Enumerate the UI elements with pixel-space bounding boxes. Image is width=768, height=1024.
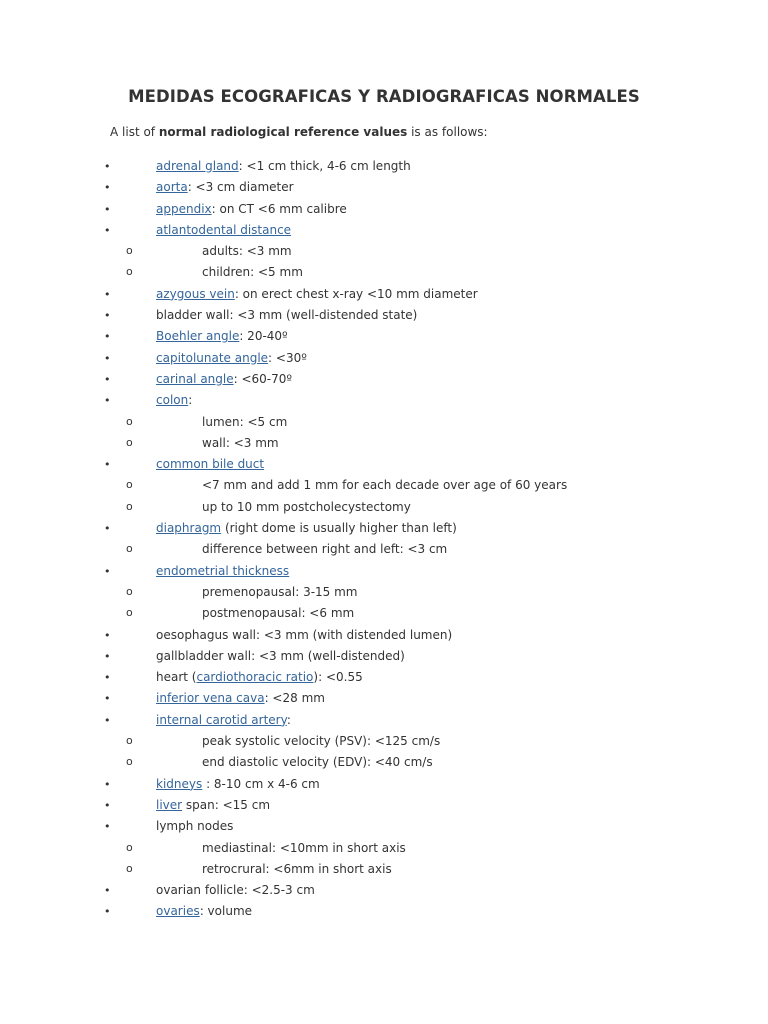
intro-text-start: A list of bbox=[110, 125, 159, 139]
item-text bbox=[202, 475, 567, 496]
item-text bbox=[156, 284, 478, 305]
list-item bbox=[0, 156, 768, 177]
sub-list-item bbox=[0, 603, 768, 624]
sub-list-item bbox=[0, 412, 768, 433]
bullet-icon: • bbox=[104, 713, 111, 727]
item-value: retrocrural: <6mm in short axis bbox=[202, 861, 392, 876]
item-text bbox=[156, 710, 291, 731]
bullet-icon: • bbox=[104, 330, 111, 344]
item-text bbox=[156, 901, 252, 922]
item-text bbox=[156, 156, 411, 177]
term-link[interactable]: cardiothoracic ratio bbox=[196, 670, 314, 685]
sub-bullet-icon: o bbox=[126, 584, 133, 598]
bullet-icon: • bbox=[104, 884, 111, 898]
sub-list-item bbox=[0, 262, 768, 283]
item-text bbox=[202, 539, 447, 560]
sub-bullet-icon: o bbox=[126, 542, 133, 556]
item-text bbox=[156, 390, 192, 411]
item-text bbox=[202, 412, 287, 433]
term-link[interactable]: carinal angle bbox=[156, 371, 234, 386]
bullet-icon: • bbox=[104, 820, 111, 834]
sub-list-item bbox=[0, 582, 768, 603]
term-link[interactable]: inferior vena cava bbox=[156, 691, 265, 706]
list-item bbox=[0, 795, 768, 816]
item-value: oesophagus wall: <3 mm (with distended lumen) bbox=[156, 627, 453, 642]
item-value: : <3 cm diameter bbox=[187, 180, 294, 195]
intro-text-end: is as follows: bbox=[407, 125, 488, 139]
item-value: peak systolic velocity (PSV): <125 cm/s bbox=[202, 734, 441, 749]
item-value: : on erect chest x-ray <10 mm diameter bbox=[234, 286, 478, 301]
item-value: lymph nodes bbox=[156, 819, 234, 834]
item-text bbox=[156, 518, 457, 539]
item-value: : volume bbox=[199, 904, 253, 919]
list-item bbox=[0, 774, 768, 795]
item-value: adults: <3 mm bbox=[202, 244, 292, 259]
list-item bbox=[0, 710, 768, 731]
list-item bbox=[0, 901, 768, 922]
item-text bbox=[156, 305, 417, 326]
sub-bullet-icon: o bbox=[126, 840, 133, 854]
list-item bbox=[0, 688, 768, 709]
list-item bbox=[0, 518, 768, 539]
item-value: : <30º bbox=[268, 350, 307, 365]
bullet-icon: • bbox=[104, 223, 111, 237]
item-value: lumen: <5 cm bbox=[202, 414, 288, 429]
sub-list-item bbox=[0, 433, 768, 454]
list-item bbox=[0, 220, 768, 241]
sub-bullet-icon: o bbox=[126, 755, 133, 769]
list-item bbox=[0, 369, 768, 390]
item-value: gallbladder wall: <3 mm (well-distended) bbox=[156, 648, 405, 663]
bullet-icon: • bbox=[104, 905, 111, 919]
sub-bullet-icon: o bbox=[126, 244, 133, 258]
term-link[interactable]: liver bbox=[156, 797, 183, 812]
item-text bbox=[202, 582, 358, 603]
term-link[interactable]: internal carotid artery bbox=[156, 712, 287, 727]
item-value: span: <15 cm bbox=[182, 797, 271, 812]
sub-bullet-icon: o bbox=[126, 265, 133, 279]
list-item bbox=[0, 305, 768, 326]
term-link[interactable]: colon bbox=[156, 393, 189, 408]
list-item bbox=[0, 816, 768, 837]
bullet-icon: • bbox=[104, 522, 111, 536]
sub-list-item bbox=[0, 241, 768, 262]
sub-bullet-icon: o bbox=[126, 414, 133, 428]
list-item bbox=[0, 390, 768, 411]
reference-values-list bbox=[0, 156, 768, 923]
item-value: mediastinal: <10mm in short axis bbox=[202, 840, 406, 855]
item-value: children: <5 mm bbox=[202, 265, 303, 280]
item-text bbox=[156, 199, 347, 220]
list-item bbox=[0, 625, 768, 646]
list-item bbox=[0, 199, 768, 220]
list-item bbox=[0, 667, 768, 688]
item-text bbox=[156, 348, 307, 369]
item-text bbox=[156, 326, 288, 347]
item-value: (right dome is usually higher than left) bbox=[221, 521, 457, 536]
bullet-icon: • bbox=[104, 351, 111, 365]
intro-paragraph bbox=[110, 125, 488, 139]
item-value: up to 10 mm postcholecystectomy bbox=[202, 499, 411, 514]
list-item bbox=[0, 348, 768, 369]
item-text bbox=[156, 561, 289, 582]
term-link[interactable]: diaphragm bbox=[156, 521, 222, 536]
term-link[interactable]: endometrial thickness bbox=[156, 563, 290, 578]
bullet-icon: • bbox=[104, 798, 111, 812]
list-item bbox=[0, 177, 768, 198]
sub-bullet-icon: o bbox=[126, 606, 133, 620]
bullet-icon: • bbox=[104, 372, 111, 386]
item-value: : <1 cm thick, 4-6 cm length bbox=[238, 159, 411, 173]
sub-list-item bbox=[0, 752, 768, 773]
list-item bbox=[0, 284, 768, 305]
list-item bbox=[0, 880, 768, 901]
item-prefix: heart ( bbox=[156, 670, 197, 685]
term-link[interactable]: kidneys bbox=[156, 776, 203, 791]
item-value: : bbox=[188, 393, 193, 408]
item-value: : 20-40º bbox=[239, 329, 288, 344]
sub-list-item bbox=[0, 838, 768, 859]
bullet-icon: • bbox=[104, 777, 111, 791]
sub-list-item bbox=[0, 539, 768, 560]
list-item bbox=[0, 561, 768, 582]
item-text bbox=[156, 177, 294, 198]
term-link[interactable]: aorta bbox=[156, 180, 188, 195]
bullet-icon: • bbox=[104, 202, 111, 216]
item-text bbox=[202, 752, 433, 773]
page-title: MEDIDAS ECOGRAFICAS Y RADIOGRAFICAS NORMALES bbox=[128, 87, 640, 106]
sub-bullet-icon: o bbox=[126, 435, 133, 449]
item-text bbox=[156, 688, 325, 709]
bullet-icon: • bbox=[104, 458, 111, 472]
list-item bbox=[0, 454, 768, 475]
bullet-icon: • bbox=[104, 692, 111, 706]
item-value: difference between right and left: <3 cm bbox=[202, 542, 448, 557]
bullet-icon: • bbox=[104, 564, 111, 578]
item-text bbox=[202, 838, 406, 859]
term-link[interactable]: common bile duct bbox=[156, 457, 265, 472]
sub-bullet-icon: o bbox=[126, 734, 133, 748]
item-text bbox=[156, 880, 315, 901]
sub-list-item bbox=[0, 497, 768, 518]
item-text bbox=[156, 816, 233, 837]
item-value: : bbox=[286, 712, 291, 727]
item-value: end diastolic velocity (EDV): <40 cm/s bbox=[202, 755, 433, 770]
item-text bbox=[202, 859, 392, 880]
bullet-icon: • bbox=[104, 671, 111, 685]
bullet-icon: • bbox=[104, 309, 111, 323]
bullet-icon: • bbox=[104, 181, 111, 195]
item-value: postmenopausal: <6 mm bbox=[202, 606, 355, 621]
item-value: <7 mm and add 1 mm for each decade over age of 60 years bbox=[202, 478, 568, 493]
list-item bbox=[0, 326, 768, 347]
item-text bbox=[156, 667, 363, 688]
sub-bullet-icon: o bbox=[126, 478, 133, 492]
item-text bbox=[202, 497, 411, 518]
sub-list-item bbox=[0, 475, 768, 496]
term-link[interactable]: appendix bbox=[156, 201, 212, 216]
bullet-icon: • bbox=[104, 649, 111, 663]
item-value: ovarian follicle: <2.5-3 cm bbox=[156, 883, 315, 898]
item-text bbox=[156, 625, 452, 646]
item-text bbox=[156, 369, 292, 390]
item-text bbox=[156, 774, 320, 795]
list-item bbox=[0, 646, 768, 667]
item-text bbox=[156, 646, 405, 667]
item-value: : on CT <6 mm calibre bbox=[211, 201, 347, 216]
sub-bullet-icon: o bbox=[126, 861, 133, 875]
item-value: premenopausal: 3-15 mm bbox=[202, 584, 358, 599]
bullet-icon: • bbox=[104, 628, 111, 642]
sub-list-item bbox=[0, 859, 768, 880]
item-value: : <60-70º bbox=[233, 371, 293, 386]
item-value: : <28 mm bbox=[264, 691, 325, 706]
item-text bbox=[156, 795, 270, 816]
item-text bbox=[202, 603, 354, 624]
term-link[interactable]: capitolunate angle bbox=[156, 350, 269, 365]
item-text bbox=[202, 433, 279, 454]
item-value: ): <0.55 bbox=[313, 670, 363, 685]
intro-bold-text: normal radiological reference values bbox=[158, 125, 408, 139]
item-text bbox=[156, 220, 291, 241]
item-text bbox=[202, 731, 440, 752]
term-link[interactable]: azygous vein bbox=[156, 286, 235, 301]
bullet-icon: • bbox=[104, 394, 111, 408]
sub-bullet-icon: o bbox=[126, 499, 133, 513]
term-link[interactable]: Boehler angle bbox=[156, 329, 240, 344]
item-text bbox=[156, 454, 264, 475]
term-link[interactable]: atlantodental distance bbox=[156, 222, 292, 237]
bullet-icon: • bbox=[104, 287, 111, 301]
item-value: wall: <3 mm bbox=[202, 435, 279, 450]
item-value: : 8-10 cm x 4-6 cm bbox=[202, 776, 320, 791]
term-link[interactable]: ovaries bbox=[156, 904, 200, 919]
bullet-icon: • bbox=[104, 160, 111, 173]
sub-list-item bbox=[0, 731, 768, 752]
term-link[interactable]: adrenal gland bbox=[156, 159, 239, 173]
item-text bbox=[202, 262, 303, 283]
item-text bbox=[202, 241, 292, 262]
item-value: bladder wall: <3 mm (well-distended state) bbox=[156, 308, 418, 323]
